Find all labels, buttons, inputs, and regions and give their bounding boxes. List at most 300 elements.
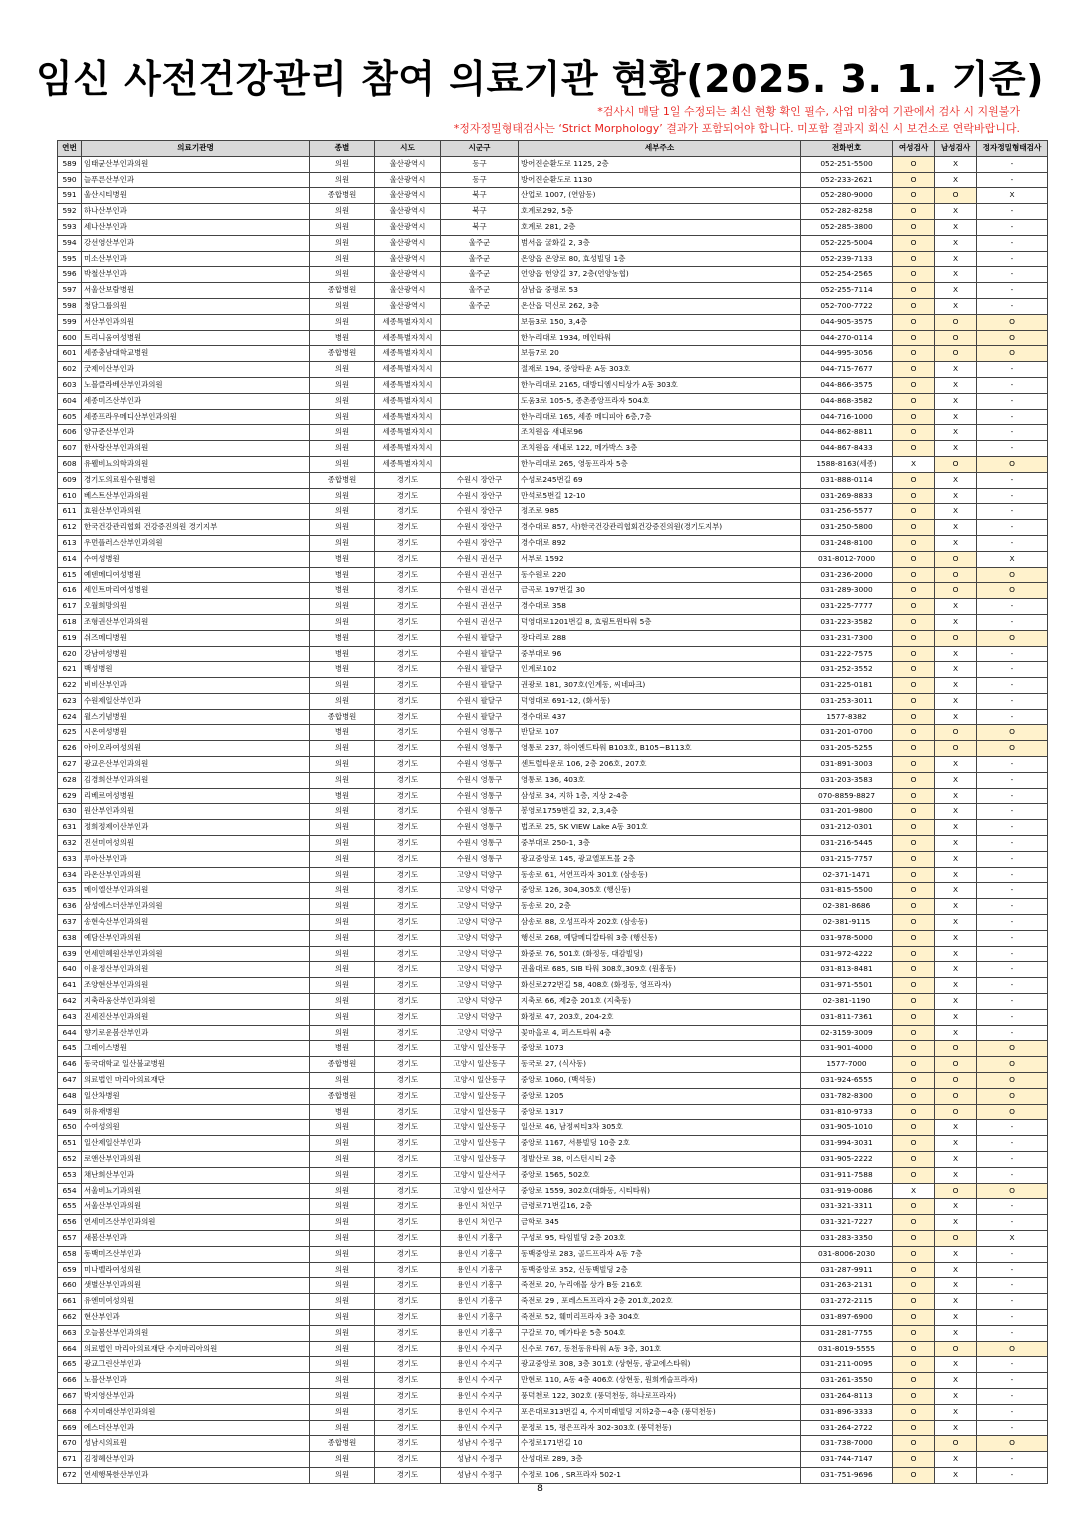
cell-address: 중앙로 1167, 서룡빌딩 10층 2호 <box>519 1136 801 1152</box>
cell-name: 오늘봄산부인과의원 <box>82 1325 310 1341</box>
cell-sigungu: 용인시 기흥구 <box>441 1309 519 1325</box>
cell-sido: 경기도 <box>375 1167 441 1183</box>
cell-name: 예덴메디여성병원 <box>82 567 310 583</box>
cell-type: 의원 <box>310 1215 375 1231</box>
cell-name: 서산부인과의원 <box>82 314 310 330</box>
cell-female-test: O <box>893 662 935 678</box>
cell-address: 광교중앙로 145, 광교엘포트몰 2층 <box>519 851 801 867</box>
cell-male-test: X <box>935 1467 977 1483</box>
cell-sperm-test: - <box>977 393 1048 409</box>
cell-phone: 031-813-8481 <box>801 962 893 978</box>
cell-sperm-test: O <box>977 456 1048 472</box>
cell-name: 우먼플러스산부인과의원 <box>82 535 310 551</box>
cell-name: 울산시티병원 <box>82 188 310 204</box>
cell-sperm-test: - <box>977 1325 1048 1341</box>
cell-name: 의료법인 마리아의료재단 <box>82 1073 310 1089</box>
cell-male-test: X <box>935 1215 977 1231</box>
cell-sperm-test: - <box>977 377 1048 393</box>
cell-sperm-test: - <box>977 283 1048 299</box>
cell-sigungu: 고양시 일산동구 <box>441 1120 519 1136</box>
cell-phone: 052-280-9000 <box>801 188 893 204</box>
cell-no: 600 <box>58 330 82 346</box>
cell-name: 미나벨라여성의원 <box>82 1262 310 1278</box>
cell-male-test: X <box>935 930 977 946</box>
cell-sigungu: 울주군 <box>441 298 519 314</box>
cell-address: 경수대로 437 <box>519 709 801 725</box>
cell-address: 한누리대로 1934, 메인타워 <box>519 330 801 346</box>
cell-no: 589 <box>58 156 82 172</box>
cell-sido: 경기도 <box>375 472 441 488</box>
cell-no: 671 <box>58 1452 82 1468</box>
table-row <box>58 1088 1048 1104</box>
cell-female-test: O <box>893 836 935 852</box>
cell-name: 세나산부인과 <box>82 219 310 235</box>
cell-male-test: X <box>935 520 977 536</box>
table-row <box>58 1262 1048 1278</box>
cell-address: 행신로 268, 예담메디칼타워 3층 (행신동) <box>519 930 801 946</box>
cell-sido: 경기도 <box>375 630 441 646</box>
cell-sperm-test: - <box>977 219 1048 235</box>
cell-sigungu: 고양시 덕양구 <box>441 962 519 978</box>
cell-name: 송현숙산부인과의원 <box>82 915 310 931</box>
cell-male-test: X <box>935 1136 977 1152</box>
cell-female-test: O <box>893 614 935 630</box>
cell-sido: 세종특별자치시 <box>375 441 441 457</box>
cell-female-test: O <box>893 156 935 172</box>
table-row <box>58 298 1048 314</box>
cell-sigungu: 고양시 덕양구 <box>441 930 519 946</box>
cell-name: 강선영산부인과 <box>82 235 310 251</box>
cell-phone: 031-263-2131 <box>801 1278 893 1294</box>
cell-sido: 경기도 <box>375 1467 441 1483</box>
cell-name: 세종미즈산부인과 <box>82 393 310 409</box>
cell-female-test: O <box>893 267 935 283</box>
cell-phone: 044-868-3582 <box>801 393 893 409</box>
cell-phone: 031-225-7777 <box>801 599 893 615</box>
cell-sperm-test: - <box>977 804 1048 820</box>
cell-no: 656 <box>58 1215 82 1231</box>
cell-sigungu <box>441 393 519 409</box>
cell-male-test: X <box>935 646 977 662</box>
cell-name: 수여성의원 <box>82 1120 310 1136</box>
cell-phone: 031-222-7575 <box>801 646 893 662</box>
cell-sperm-test: - <box>977 267 1048 283</box>
cell-sigungu: 동구 <box>441 172 519 188</box>
cell-sido: 경기도 <box>375 1230 441 1246</box>
cell-sigungu: 수원시 권선구 <box>441 614 519 630</box>
cell-sido: 경기도 <box>375 1199 441 1215</box>
cell-no: 657 <box>58 1230 82 1246</box>
cell-sido: 경기도 <box>375 978 441 994</box>
cell-male-test: X <box>935 1152 977 1168</box>
cell-male-test: X <box>935 693 977 709</box>
cell-type: 의원 <box>310 1152 375 1168</box>
cell-name: 서울비뇨기과의원 <box>82 1183 310 1199</box>
cell-name: 박지영산부인과 <box>82 1388 310 1404</box>
cell-address: 중앙로 1060, (백석동) <box>519 1073 801 1089</box>
cell-sigungu: 수원시 장안구 <box>441 472 519 488</box>
cell-sperm-test: - <box>977 1246 1048 1262</box>
cell-sperm-test: - <box>977 409 1048 425</box>
cell-name: 현산부인과 <box>82 1309 310 1325</box>
cell-address: 영통로 136, 403호 <box>519 772 801 788</box>
cell-no: 628 <box>58 772 82 788</box>
cell-phone: 02-381-8686 <box>801 899 893 915</box>
cell-no: 605 <box>58 409 82 425</box>
cell-sperm-test: - <box>977 1467 1048 1483</box>
table-row <box>58 1167 1048 1183</box>
cell-sperm-test: X <box>977 188 1048 204</box>
cell-type: 의원 <box>310 520 375 536</box>
cell-no: 594 <box>58 235 82 251</box>
cell-type: 의원 <box>310 1136 375 1152</box>
cell-type: 의원 <box>310 599 375 615</box>
cell-no: 640 <box>58 962 82 978</box>
cell-sido: 경기도 <box>375 551 441 567</box>
cell-type: 의원 <box>310 930 375 946</box>
cell-no: 622 <box>58 678 82 694</box>
cell-sperm-test: - <box>977 646 1048 662</box>
cell-sigungu: 성남시 수정구 <box>441 1436 519 1452</box>
cell-address: 동백중앙로 352, 신동백빌딩 2층 <box>519 1262 801 1278</box>
cell-no: 645 <box>58 1041 82 1057</box>
cell-male-test: X <box>935 172 977 188</box>
cell-sperm-test: - <box>977 1309 1048 1325</box>
cell-sido: 경기도 <box>375 1420 441 1436</box>
table-row <box>58 788 1048 804</box>
cell-sido: 경기도 <box>375 899 441 915</box>
cell-sperm-test: O <box>977 1104 1048 1120</box>
cell-female-test: X <box>893 456 935 472</box>
cell-sigungu: 고양시 덕양구 <box>441 946 519 962</box>
cell-male-test: O <box>935 188 977 204</box>
cell-sperm-test: O <box>977 1183 1048 1199</box>
cell-sido: 울산광역시 <box>375 172 441 188</box>
cell-sperm-test: O <box>977 567 1048 583</box>
cell-no: 670 <box>58 1436 82 1452</box>
cell-address: 중부대로 250-1, 3층 <box>519 836 801 852</box>
cell-sperm-test: - <box>977 204 1048 220</box>
cell-sigungu: 고양시 덕양구 <box>441 899 519 915</box>
table-row <box>58 678 1048 694</box>
cell-name: 동백미즈산부인과 <box>82 1246 310 1262</box>
cell-name: 리베르여성병원 <box>82 788 310 804</box>
cell-female-test: O <box>893 314 935 330</box>
cell-sperm-test: - <box>977 1199 1048 1215</box>
cell-name: 수여성병원 <box>82 551 310 567</box>
cell-phone: 031-321-7227 <box>801 1215 893 1231</box>
cell-sigungu: 용인시 처인구 <box>441 1215 519 1231</box>
cell-phone: 052-700-7722 <box>801 298 893 314</box>
cell-phone: 044-715-7677 <box>801 362 893 378</box>
cell-type: 의원 <box>310 219 375 235</box>
cell-sido: 경기도 <box>375 930 441 946</box>
cell-sperm-test: - <box>977 662 1048 678</box>
cell-male-test: X <box>935 1294 977 1310</box>
cell-name: 메이엘산부인과의원 <box>82 883 310 899</box>
cell-sido: 경기도 <box>375 1073 441 1089</box>
cell-male-test: X <box>935 267 977 283</box>
cell-female-test: O <box>893 441 935 457</box>
cell-no: 642 <box>58 994 82 1010</box>
cell-type: 의원 <box>310 1388 375 1404</box>
cell-female-test: O <box>893 1404 935 1420</box>
cell-female-test: O <box>893 757 935 773</box>
cell-phone: 031-283-3350 <box>801 1230 893 1246</box>
cell-address: 한누리대로 2165, 대방디엠시티상가 A동 303호 <box>519 377 801 393</box>
cell-no: 604 <box>58 393 82 409</box>
cell-phone: 02-3159-3009 <box>801 1025 893 1041</box>
cell-sido: 울산광역시 <box>375 235 441 251</box>
cell-name: 일산차병원 <box>82 1088 310 1104</box>
cell-female-test: O <box>893 535 935 551</box>
cell-sigungu: 용인시 처인구 <box>441 1199 519 1215</box>
cell-type: 병원 <box>310 1041 375 1057</box>
cell-sperm-test: - <box>977 899 1048 915</box>
cell-female-test: O <box>893 393 935 409</box>
cell-type: 종합병원 <box>310 283 375 299</box>
cell-phone: 031-321-3311 <box>801 1199 893 1215</box>
cell-sperm-test: - <box>977 883 1048 899</box>
cell-female-test: O <box>893 472 935 488</box>
cell-no: 646 <box>58 1057 82 1073</box>
cell-sperm-test: - <box>977 1025 1048 1041</box>
table-row <box>58 1041 1048 1057</box>
cell-no: 593 <box>58 219 82 235</box>
cell-sperm-test: - <box>977 820 1048 836</box>
institution-table <box>57 140 1048 1484</box>
cell-name: 강남여성병원 <box>82 646 310 662</box>
cell-sido: 경기도 <box>375 1388 441 1404</box>
cell-sido: 경기도 <box>375 1357 441 1373</box>
cell-sigungu: 고양시 일산동구 <box>441 1104 519 1120</box>
table-row <box>58 614 1048 630</box>
cell-no: 591 <box>58 188 82 204</box>
cell-female-test: O <box>893 1230 935 1246</box>
cell-female-test: O <box>893 583 935 599</box>
cell-no: 634 <box>58 867 82 883</box>
cell-address: 정발산로 38, 이스턴시티 2층 <box>519 1152 801 1168</box>
cell-name: 수원제일산부인과 <box>82 693 310 709</box>
cell-sigungu: 수원시 권선구 <box>441 551 519 567</box>
cell-no: 639 <box>58 946 82 962</box>
cell-type: 의원 <box>310 1278 375 1294</box>
cell-sido: 세종특별자치시 <box>375 409 441 425</box>
cell-male-test: X <box>935 599 977 615</box>
cell-male-test: X <box>935 757 977 773</box>
cell-address: 도움3로 105-5, 종촌종앙프라자 504호 <box>519 393 801 409</box>
cell-sperm-test: - <box>977 1120 1048 1136</box>
cell-name: 비비산부인과 <box>82 678 310 694</box>
cell-no: 667 <box>58 1388 82 1404</box>
cell-type: 종합병원 <box>310 709 375 725</box>
cell-address: 서부로 1592 <box>519 551 801 567</box>
cell-address: 영통로 237, 하이엔드타워 B103호, B105~B113호 <box>519 741 801 757</box>
cell-name: 루아산부인과 <box>82 851 310 867</box>
table-row <box>58 504 1048 520</box>
cell-female-test: O <box>893 346 935 362</box>
cell-name: 광교그린산부인과 <box>82 1357 310 1373</box>
cell-female-test: O <box>893 219 935 235</box>
cell-male-test: X <box>935 156 977 172</box>
cell-sido: 경기도 <box>375 867 441 883</box>
cell-male-test: X <box>935 504 977 520</box>
cell-no: 610 <box>58 488 82 504</box>
cell-female-test: O <box>893 994 935 1010</box>
table-header-row <box>58 141 1048 157</box>
cell-phone: 052-254-2565 <box>801 267 893 283</box>
cell-female-test: O <box>893 1325 935 1341</box>
cell-address: 중앙로 1073 <box>519 1041 801 1057</box>
cell-address: 동백중앙로 283, 골드프라자 A동 7층 <box>519 1246 801 1262</box>
cell-sido: 경기도 <box>375 504 441 520</box>
cell-sperm-test: - <box>977 930 1048 946</box>
cell-no: 631 <box>58 820 82 836</box>
col-header-sigungu: 시군구 <box>441 141 519 157</box>
cell-name: 한사랑산부인과의원 <box>82 441 310 457</box>
cell-address: 인계로102 <box>519 662 801 678</box>
cell-sigungu: 용인시 수지구 <box>441 1420 519 1436</box>
cell-sigungu: 수원시 팔달구 <box>441 678 519 694</box>
cell-sido: 울산광역시 <box>375 188 441 204</box>
page-number: 8 <box>537 1484 543 1494</box>
cell-sigungu: 고양시 덕양구 <box>441 1025 519 1041</box>
cell-type: 의원 <box>310 946 375 962</box>
cell-address: 조치원읍 새내로96 <box>519 425 801 441</box>
cell-phone: 031-896-3333 <box>801 1404 893 1420</box>
table-row <box>58 1436 1048 1452</box>
cell-sido: 경기도 <box>375 614 441 630</box>
cell-phone: 031-888-0114 <box>801 472 893 488</box>
cell-type: 의원 <box>310 235 375 251</box>
cell-type: 의원 <box>310 1420 375 1436</box>
notice-monthly-update: *검사시 매달 1일 수정되는 최신 현황 확인 필수, 사업 미참여 기관에서 검사 시 지원불가 <box>597 105 1020 118</box>
cell-no: 595 <box>58 251 82 267</box>
cell-type: 의원 <box>310 1341 375 1357</box>
cell-sido: 경기도 <box>375 1436 441 1452</box>
cell-address: 죽전로 29 , 포레스트프라자 2층 201호,202호 <box>519 1294 801 1310</box>
cell-no: 618 <box>58 614 82 630</box>
table-row <box>58 1152 1048 1168</box>
cell-sigungu: 고양시 덕양구 <box>441 915 519 931</box>
cell-phone: 031-905-1010 <box>801 1120 893 1136</box>
cell-phone: 02-381-9115 <box>801 915 893 931</box>
cell-phone: 031-205-5255 <box>801 741 893 757</box>
cell-sigungu: 고양시 일산동구 <box>441 1136 519 1152</box>
cell-type: 병원 <box>310 330 375 346</box>
cell-male-test: X <box>935 1262 977 1278</box>
cell-no: 661 <box>58 1294 82 1310</box>
cell-sido: 경기도 <box>375 946 441 962</box>
cell-sido: 경기도 <box>375 1088 441 1104</box>
cell-sperm-test: - <box>977 504 1048 520</box>
table-row <box>58 962 1048 978</box>
table-row <box>58 1199 1048 1215</box>
cell-no: 652 <box>58 1152 82 1168</box>
cell-type: 종합병원 <box>310 1436 375 1452</box>
cell-male-test: X <box>935 1309 977 1325</box>
cell-female-test: O <box>893 678 935 694</box>
cell-sigungu: 용인시 기흥구 <box>441 1246 519 1262</box>
cell-type: 병원 <box>310 725 375 741</box>
cell-no: 644 <box>58 1025 82 1041</box>
cell-sido: 경기도 <box>375 662 441 678</box>
cell-female-test: O <box>893 599 935 615</box>
cell-female-test: O <box>893 693 935 709</box>
table-row <box>58 235 1048 251</box>
table-row <box>58 646 1048 662</box>
cell-no: 596 <box>58 267 82 283</box>
cell-address: 금령로71번길16, 2층 <box>519 1199 801 1215</box>
cell-address: 산성대로 289, 3층 <box>519 1452 801 1468</box>
cell-sperm-test: - <box>977 172 1048 188</box>
cell-sigungu: 수원시 영통구 <box>441 851 519 867</box>
cell-female-test: O <box>893 883 935 899</box>
cell-male-test: O <box>935 741 977 757</box>
cell-no: 651 <box>58 1136 82 1152</box>
cell-female-test: O <box>893 172 935 188</box>
cell-address: 삼남읍 중평로 53 <box>519 283 801 299</box>
cell-sido: 울산광역시 <box>375 267 441 283</box>
cell-address: 금학로 345 <box>519 1215 801 1231</box>
cell-no: 620 <box>58 646 82 662</box>
cell-type: 의원 <box>310 851 375 867</box>
cell-female-test: O <box>893 520 935 536</box>
cell-female-test: O <box>893 1452 935 1468</box>
cell-male-test: O <box>935 630 977 646</box>
cell-sigungu: 용인시 기흥구 <box>441 1294 519 1310</box>
cell-address: 광교중앙로 308, 3층 301호 (상현동, 광교에스타워) <box>519 1357 801 1373</box>
cell-address: 산업로 1007, (연암동) <box>519 188 801 204</box>
table-row <box>58 393 1048 409</box>
cell-male-test: X <box>935 883 977 899</box>
cell-address: 수정로 106 , SR프라자 502-1 <box>519 1467 801 1483</box>
cell-phone: 031-252-3552 <box>801 662 893 678</box>
cell-address: 죽전로 20, 누리애몰 상가 B동 216호 <box>519 1278 801 1294</box>
cell-address: 방어진순환도로 1125, 2층 <box>519 156 801 172</box>
cell-type: 의원 <box>310 1309 375 1325</box>
cell-type: 의원 <box>310 267 375 283</box>
cell-address: 센트럴타운로 106, 2층 206호, 207호 <box>519 757 801 773</box>
cell-type: 의원 <box>310 172 375 188</box>
cell-no: 635 <box>58 883 82 899</box>
cell-no: 611 <box>58 504 82 520</box>
cell-name: 일산제일산부인과 <box>82 1136 310 1152</box>
cell-type: 의원 <box>310 535 375 551</box>
cell-address: 죽전로 52, 훼미리프라자 3층 304호 <box>519 1309 801 1325</box>
cell-sperm-test: - <box>977 1294 1048 1310</box>
cell-sperm-test: - <box>977 298 1048 314</box>
cell-phone: 052-255-7114 <box>801 283 893 299</box>
table-row <box>58 1230 1048 1246</box>
cell-sigungu: 수원시 영통구 <box>441 741 519 757</box>
cell-name: 세종프라우메디산부인과의원 <box>82 409 310 425</box>
cell-sido: 경기도 <box>375 1057 441 1073</box>
cell-sido: 경기도 <box>375 693 441 709</box>
cell-address: 중앙로 1559, 302호(대화동, 시티타워) <box>519 1183 801 1199</box>
cell-type: 병원 <box>310 662 375 678</box>
cell-male-test: X <box>935 425 977 441</box>
cell-type: 의원 <box>310 836 375 852</box>
cell-female-test: O <box>893 1120 935 1136</box>
cell-phone: 031-971-5501 <box>801 978 893 994</box>
cell-sigungu: 성남시 수정구 <box>441 1467 519 1483</box>
cell-phone: 031-261-3550 <box>801 1373 893 1389</box>
table-row <box>58 456 1048 472</box>
cell-phone: 031-919-0086 <box>801 1183 893 1199</box>
cell-male-test: O <box>935 1230 977 1246</box>
cell-sperm-test: - <box>977 851 1048 867</box>
